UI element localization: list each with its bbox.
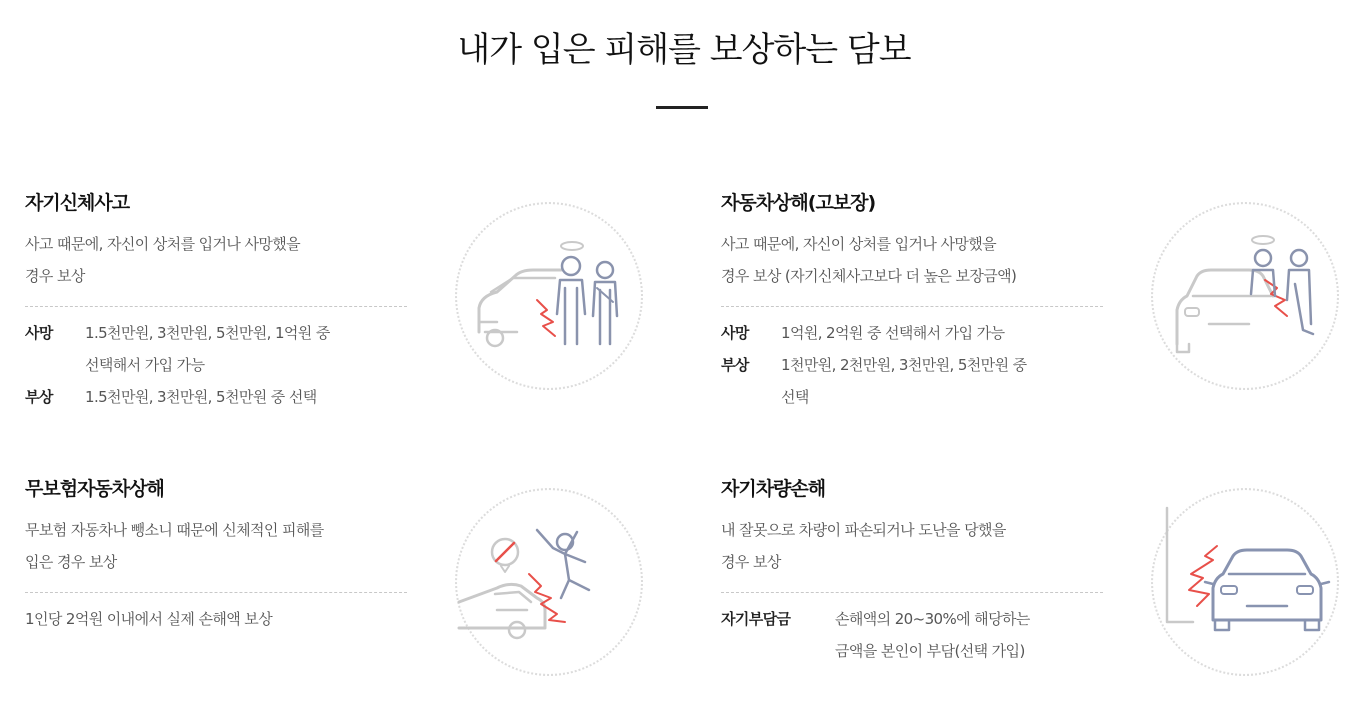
description-line: 경우 보상 (자기신체사고보다 더 높은 보장금액) <box>721 267 1017 285</box>
detail-list <box>25 317 407 413</box>
detail-line: 선택 <box>781 388 809 406</box>
card-title: 자동차상해(고보장) <box>721 192 876 214</box>
card-title: 무보험자동차상해 <box>25 478 164 500</box>
card-title: 자기신체사고 <box>25 192 130 214</box>
card-text <box>721 190 1103 413</box>
card-description <box>25 228 407 292</box>
detail-value <box>85 317 330 381</box>
detail-key: 부상 <box>721 356 749 374</box>
detail-key: 자기부담금 <box>721 610 791 628</box>
detail-value <box>85 381 317 413</box>
detail-key: 사망 <box>25 324 53 342</box>
dashed-divider <box>25 592 407 593</box>
card-description <box>25 514 407 578</box>
car-damage-icon <box>1151 488 1339 676</box>
description-line: 사고 때문에, 자신이 상처를 입거나 사망했을 <box>25 235 301 253</box>
detail-row-injury <box>721 349 1103 413</box>
description-line: 경우 보상 <box>721 553 781 571</box>
detail-row-deductible <box>721 603 1103 667</box>
description-line: 입은 경우 보상 <box>25 553 117 571</box>
detail-value <box>781 349 1027 413</box>
uninsured-car-icon <box>455 488 643 676</box>
detail-key: 부상 <box>25 388 53 406</box>
detail-list <box>721 317 1103 413</box>
card-text <box>25 476 407 635</box>
description-line: 내 잘못으로 차량이 파손되거나 도난을 당했을 <box>721 521 1006 539</box>
coverage-card-self-injury <box>25 190 665 430</box>
detail-line: 1.5천만원, 3천만원, 5천만원 중 선택 <box>85 388 317 406</box>
card-text <box>721 476 1103 667</box>
title-divider <box>656 106 708 109</box>
description-line: 사고 때문에, 자신이 상처를 입거나 사망했을 <box>721 235 997 253</box>
detail-line: 손해액의 20~30%에 해당하는 <box>835 610 1030 628</box>
card-title: 자기차량손해 <box>721 478 826 500</box>
detail-value <box>781 317 1004 349</box>
page-title: 내가 입은 피해를 보상하는 담보 <box>457 30 911 70</box>
dashed-divider <box>721 592 1103 593</box>
detail-line: 선택해서 가입 가능 <box>85 356 205 374</box>
detail-row-death <box>25 317 407 381</box>
detail-value <box>835 603 1030 667</box>
coverage-card-own-vehicle-damage <box>721 476 1361 702</box>
dashed-divider <box>25 306 407 307</box>
detail-line: 금액을 본인이 부담(선택 가입) <box>835 642 1025 660</box>
card-text <box>25 190 407 413</box>
detail-row-injury <box>25 381 407 413</box>
detail-line: 1천만원, 2천만원, 3천만원, 5천만원 중 <box>781 356 1027 374</box>
detail-list <box>721 603 1103 667</box>
detail-text: 1인당 2억원 이내에서 실제 손해액 보상 <box>25 610 273 628</box>
car-injury-icon <box>455 202 643 390</box>
description-line: 무보험 자동차나 뺑소니 때문에 신체적인 피해를 <box>25 521 324 539</box>
detail-line: 1.5천만원, 3천만원, 5천만원, 1억원 중 <box>85 324 330 342</box>
card-description <box>721 228 1103 292</box>
detail-key: 사망 <box>721 324 749 342</box>
dashed-divider <box>721 306 1103 307</box>
description-line: 경우 보상 <box>25 267 85 285</box>
detail-row-death <box>721 317 1103 349</box>
car-injury-front-icon <box>1151 202 1339 390</box>
coverage-card-car-injury-high <box>721 190 1361 430</box>
card-description <box>721 514 1103 578</box>
coverage-card-uninsured-vehicle <box>25 476 665 702</box>
detail-line: 1억원, 2억원 중 선택해서 가입 가능 <box>781 324 1005 342</box>
